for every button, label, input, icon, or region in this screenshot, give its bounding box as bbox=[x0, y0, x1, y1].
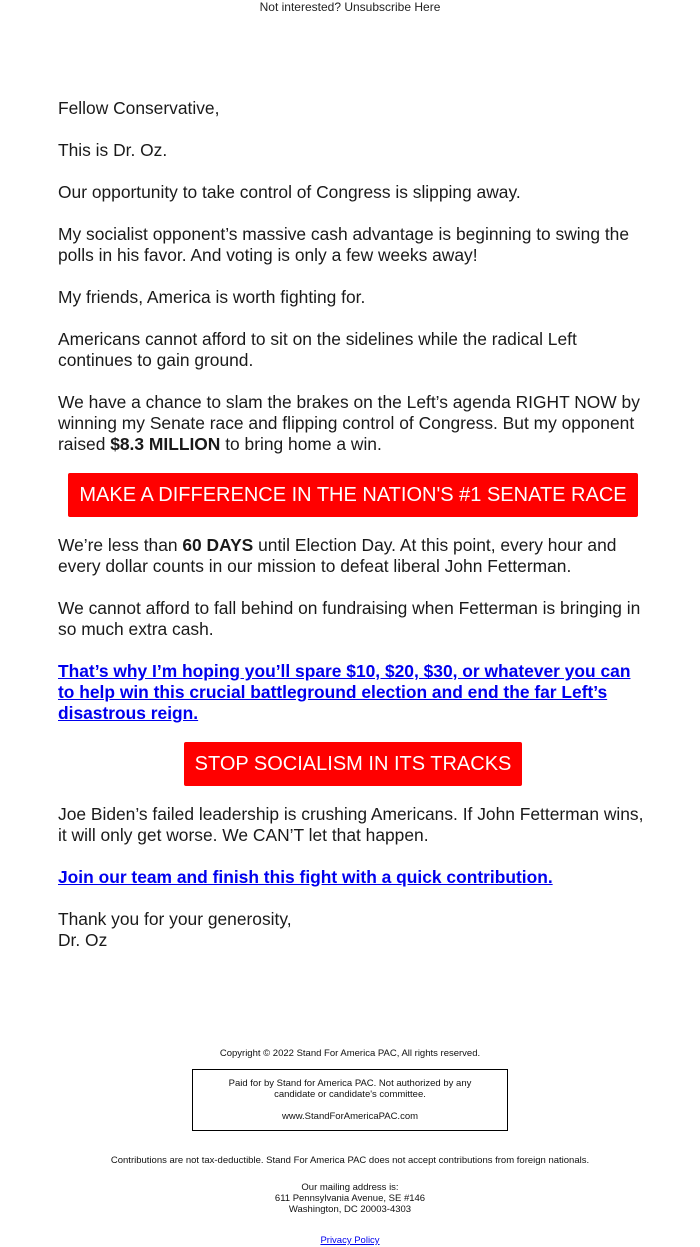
copyright-text: Copyright © 2022 Stand For America PAC, All rights reserved. bbox=[219, 1048, 481, 1059]
donate-link-paragraph bbox=[58, 661, 648, 724]
paid-for-disclaimer-box bbox=[192, 1069, 508, 1131]
unsubscribe-link[interactable]: Not interested? Unsubscribe Here bbox=[259, 0, 441, 14]
cta-stop-socialism-wrap bbox=[58, 742, 648, 786]
cta-senate-race-wrap bbox=[58, 473, 648, 517]
address-line-2: Washington, DC 20003-4303 bbox=[288, 1204, 412, 1215]
privacy-policy-wrap bbox=[0, 1235, 700, 1246]
signature: Dr. Oz bbox=[58, 930, 108, 950]
join-team-paragraph bbox=[58, 867, 648, 888]
greeting: Fellow Conservative, bbox=[58, 98, 220, 118]
paid-for-text: Paid for by Stand for America PAC. Not authorized by any candidate or candidate's committee. bbox=[228, 1078, 472, 1100]
paragraph-biden: Joe Biden’s failed leadership is crushing Americans. If John Fetterman wins, it will only get worse. We CAN’T let that happen. bbox=[58, 804, 644, 845]
donate-amounts-link[interactable]: That’s why I’m hoping you’ll spare $10, $20, $30, or whatever you can to help win this crucial battleground election and end the far Left’s disastrous reign. bbox=[58, 661, 631, 723]
paragraph-days-left: We’re less than 60 DAYS until Election Day. At this point, every hour and every dollar counts in our mission to defeat liberal John Fetterman. bbox=[58, 535, 617, 576]
email-body bbox=[58, 98, 648, 951]
paragraph-sidelines: Americans cannot afford to sit on the sidelines while the radical Left continues to gain ground. bbox=[58, 329, 577, 370]
unsubscribe-bar bbox=[0, 0, 700, 14]
mailing-address bbox=[0, 1182, 700, 1215]
privacy-policy-link[interactable]: Privacy Policy bbox=[320, 1235, 380, 1246]
cta-senate-race-button[interactable]: MAKE A DIFFERENCE IN THE NATION'S #1 SENATE RACE bbox=[68, 473, 637, 517]
join-team-link[interactable]: Join our team and finish this fight with a quick contribution. bbox=[58, 867, 553, 887]
mailing-address-label: Our mailing address is: bbox=[301, 1182, 399, 1193]
closing-line: Thank you for your generosity, bbox=[58, 909, 292, 929]
tax-deductible-notice: Contributions are not tax-deductible. Stand For America PAC does not accept contributions from foreign nationals. bbox=[110, 1155, 590, 1166]
paragraph-opportunity: Our opportunity to take control of Congress is slipping away. bbox=[58, 182, 521, 202]
paragraph-america: My friends, America is worth fighting for. bbox=[58, 287, 366, 307]
paragraph-opponent-cash: My socialist opponent’s massive cash advantage is beginning to swing the polls in his favor. And voting is only a few weeks away! bbox=[58, 224, 630, 265]
address-line-1: 611 Pennsylvania Avenue, SE #146 bbox=[274, 1193, 426, 1204]
amount-raised: $8.3 MILLION bbox=[110, 434, 221, 454]
paragraph-intro: This is Dr. Oz. bbox=[58, 140, 168, 160]
paragraph-fundraising: We cannot afford to fall behind on fundraising when Fetterman is bringing in so much extra cash. bbox=[58, 598, 641, 639]
cta-stop-socialism-button[interactable]: STOP SOCIALISM IN ITS TRACKS bbox=[184, 742, 523, 786]
website-text: www.StandForAmericaPAC.com bbox=[281, 1111, 419, 1122]
email-footer bbox=[0, 1048, 700, 1246]
paragraph-chance: We have a chance to slam the brakes on the Left’s agenda RIGHT NOW by winning my Senate race and flipping control of Congress. But my opponent raised $8.3 MILLION to bring home a win. bbox=[58, 392, 640, 454]
days-left: 60 DAYS bbox=[182, 535, 254, 555]
